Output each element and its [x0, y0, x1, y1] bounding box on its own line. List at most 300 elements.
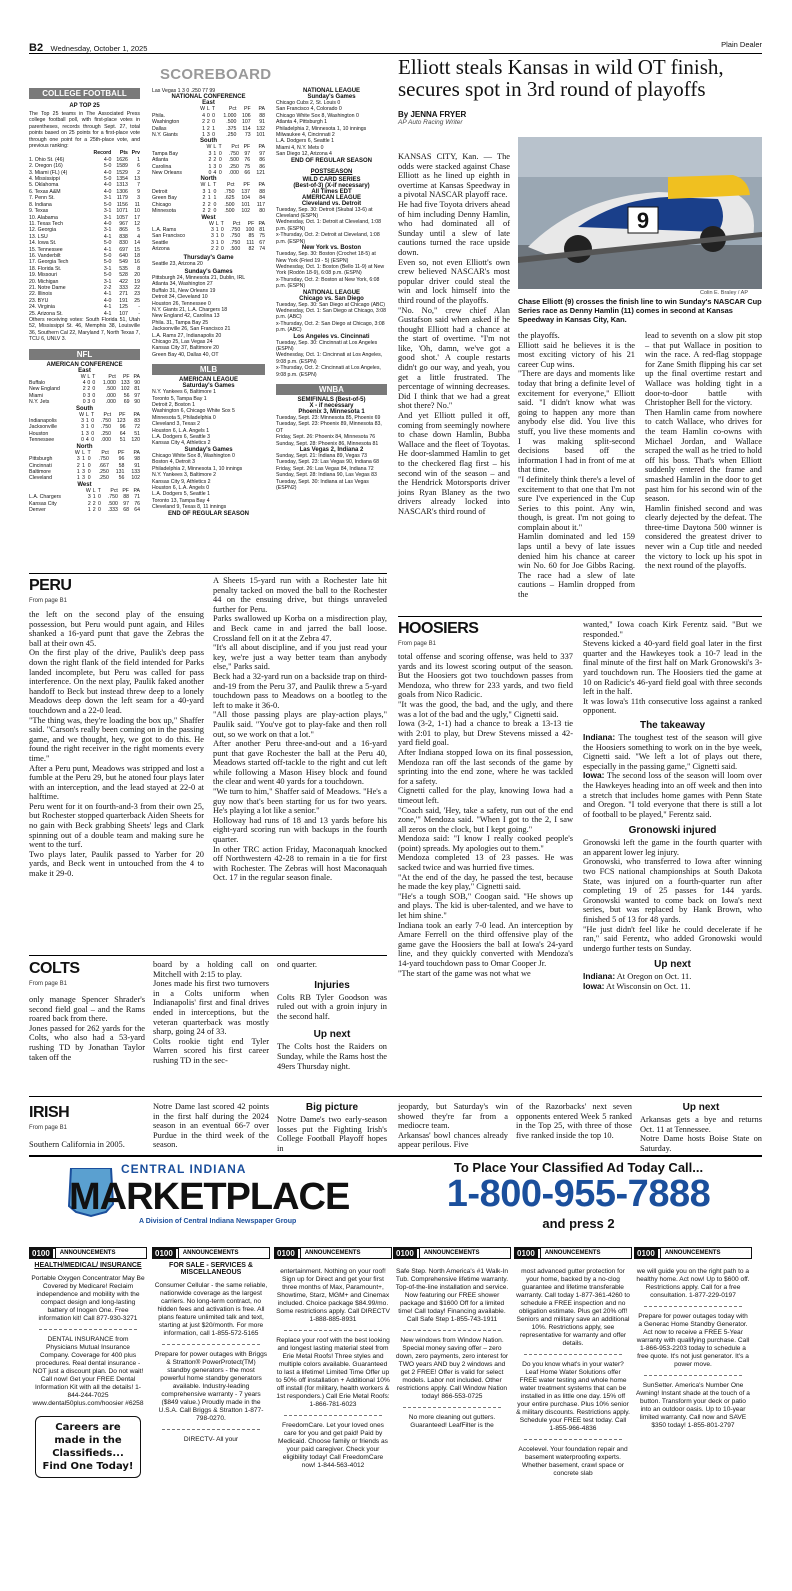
- poll-cell: 11. Texas Tech: [29, 220, 64, 227]
- standings-cell: 81: [134, 386, 140, 393]
- ad-divider: [524, 1354, 622, 1355]
- standings-cell: 0: [213, 188, 217, 195]
- classified-ad: SunSetter. America's Number One Awning! Instant shade at the touch of a button. Transform your deck or patio into an outdoor oasis. Up to 10-year limited warranty. Call now and SAVE $350 today! 1-855-801-2797: [636, 1382, 750, 1429]
- irish-from: From page B1: [29, 1125, 68, 1131]
- standings-table: [29, 412, 140, 444]
- standings-cell: 2: [202, 201, 206, 208]
- irish-upnext-head: Up next: [682, 1102, 720, 1113]
- hoosiers-label: HOOSIERS: [398, 620, 479, 637]
- standings-cell: 90: [134, 399, 140, 406]
- poll-cell: 23. BYU: [29, 297, 49, 304]
- standings-cell: 3: [208, 150, 212, 157]
- section-number: 0100: [514, 1249, 540, 1258]
- result-line: Milwaukee 4, Cincinnati 2: [276, 132, 335, 139]
- standings-cell: 2: [206, 125, 210, 132]
- standings-row: [29, 386, 140, 392]
- bigpic-head: Big picture: [305, 1102, 359, 1113]
- classified-ad: Consumer Cellular - the same reliable, nationwide coverage as the largest carriers. No long-term contract, no hidden fees and activation is free. All plans feature unlimited talk and text, starting at just $20/month. For more information, call 1-855-572-5165: [154, 1282, 268, 1337]
- lead-col-3: lead to seventh on a slow pit stop – that put Wallace in position to win the race. A red-flag stoppage for Zane Smith flipping his car set up the final overtime restart and Wallace was holding tight in a door-to-door battle with Christopher Bell for the victory. Then Hamlin came from nowhere to catch Wallace, who drives for the team Hamlin co-owns with Michael Jordan, and Wallace scraped the wall as he tried to hold off his boss. That's when Elliott suddenly entered the frame and smashed Hamlin in the door to get past him for his second win of the season. Hamlin finished second and was clearly dejected by the defeat. The three-time Daytona 500 winner is considered the greatest driver to never win a Cup title and needed the victory to lock up his spot in the next round of the playoffs.: [645, 331, 762, 571]
- poll-cell: 21. Notre Dame: [29, 284, 66, 291]
- spacer: [634, 1259, 752, 1262]
- poll-cell: 5-0: [103, 240, 112, 247]
- standings-cell: Phila.: [152, 112, 165, 119]
- ad-divider: [403, 1330, 501, 1331]
- result-line: Atlanta 4, Pittsburgh 1: [276, 119, 328, 126]
- standings-col-header: T: [218, 144, 222, 151]
- label-iowa: Iowa:: [583, 981, 605, 991]
- standings-cell: 51: [119, 437, 126, 444]
- upnext-indiana: [583, 972, 762, 982]
- nl-head-2: NATIONAL LEAGUE: [302, 289, 361, 296]
- irish-label: IRISH: [29, 1104, 70, 1121]
- poll-cell: 1071: [116, 208, 128, 215]
- ad-divider: [644, 1306, 742, 1307]
- paper-name: Plain Dealer: [721, 40, 762, 49]
- standings-cell: 0: [82, 399, 86, 406]
- poll-cell: 13. LSU: [29, 233, 48, 240]
- standings-table: [29, 374, 140, 406]
- standings-cell: 68: [123, 506, 129, 513]
- wnba-matchup-2: Las Vegas 2, Indiana 2: [299, 447, 364, 454]
- poll-col-header: Record: [93, 150, 112, 157]
- standings-cell: 111: [246, 239, 255, 246]
- standings-cell: 75: [259, 233, 265, 240]
- standings-cell: New England: [29, 386, 60, 393]
- standings-cell: Tampa Bay: [152, 150, 178, 157]
- result-line: Cleveland 3, Texas 2: [152, 421, 201, 428]
- poll-cell: 3-1: [103, 195, 112, 202]
- standings-cell: Jacksonville: [29, 424, 57, 431]
- standings-cell: 2: [202, 208, 206, 215]
- standings-cell: 2: [82, 386, 86, 393]
- standings-cell: Atlanta: [152, 157, 169, 164]
- standings-cell: .750: [100, 424, 112, 431]
- poll-cell: 5-0: [103, 201, 112, 208]
- standings-cell: 0: [91, 424, 95, 431]
- bigpic-text: Notre Dame's two early-season losses put the Fighting Irish's College Football Playoff hopes in: [277, 1115, 387, 1153]
- result-line: Pittsburgh 24, Minnesota 21, Dublin, IRL: [152, 274, 246, 281]
- nl-league: NATIONAL LEAGUE: [302, 88, 361, 94]
- poll-cell: 14. Iowa St.: [29, 240, 57, 247]
- result-line: Chicago Cubs 2, St. Louis 0: [276, 100, 341, 106]
- standings-cell: Buffalo: [29, 380, 46, 387]
- schedule-line: Wednesday, Oct. 1: Boston (Bello 11-9) at New York (Rodón 18-9), 6:08 p.m. (ESPN): [276, 263, 385, 277]
- poll-cell: 1179: [116, 195, 128, 202]
- poll-cell: 15. Tennessee: [29, 246, 63, 253]
- standings-cell: 56: [118, 475, 125, 482]
- result-line: L.A. Dodgers 6, Seattle 1: [276, 138, 334, 145]
- poll-cell: 20. Michigan: [29, 278, 59, 285]
- poll-cell: 11: [134, 201, 140, 208]
- lead-headline: Elliott steals Kansas in wild OT finish, secures spot in 3rd round of playoffs: [398, 55, 724, 101]
- section-label: ANNOUNCEMENTS: [540, 1247, 632, 1259]
- classified-column: [514, 1247, 632, 1582]
- standings-cell: 0: [87, 462, 91, 469]
- standings-cell: 2: [207, 208, 211, 215]
- division-name: South: [76, 405, 93, 412]
- standings-cell: .750: [224, 188, 235, 195]
- ad-divider: [284, 1415, 382, 1416]
- poll-intro: The Top 25 teams in The Associated Press college football poll, with first-place votes in parentheses, records through Sept. 27, total points based on 25 points for a first-place vote through one point for a 25th-place vote, and previous ranking:: [29, 111, 140, 150]
- standings-cell: 1: [213, 150, 217, 157]
- standings-cell: San Francisco: [152, 233, 186, 240]
- section-number: 0100: [393, 1249, 419, 1258]
- standings-cell: 84: [259, 195, 265, 202]
- nfc-conference: NATIONAL CONFERENCE: [171, 94, 246, 101]
- standings-cell: 3: [82, 468, 85, 475]
- standings-cell: 91: [259, 119, 265, 126]
- injured-text: Gronowski left the game in the fourth quarter with an apparent lower leg injury. Gronowski, who transferred to Iowa after winning two FCS national championships at South Dakota State, was injured on a fourth-quarter run after completing 19 of 25 passes for 144 yards. Gronowski wanted to come back on Iowa's next series, but was replaced by Hank Brown, who finished 5 of 13 for 48 yards. "He just didn't feel like he could decelerate if he ran," said Ferentz, who added Gronowski would undergo further tests on Sunday.: [583, 838, 762, 953]
- standings-cell: 0: [208, 170, 212, 177]
- standings-cell: 1: [85, 418, 89, 425]
- result-line: L.A. Dodgers 5, Seattle 1: [152, 491, 210, 498]
- standings-col-header: L: [87, 373, 91, 380]
- standings-cell: 2: [92, 500, 96, 507]
- matchup-4-schedule: [276, 340, 387, 378]
- result-line: San Diego 12, Arizona 4: [276, 151, 332, 158]
- thursday-line: Seattle 23, Arizona 20: [152, 260, 203, 267]
- standings-cell: 3: [87, 392, 91, 399]
- result-line: New England 42, Carolina 13: [152, 313, 220, 320]
- standings-cell: 0: [87, 468, 91, 475]
- standings-cell: 88: [123, 494, 129, 501]
- standings-cell: 121: [256, 170, 265, 177]
- standings-col-header: PA: [258, 220, 265, 227]
- section-label: ANNOUNCEMENTS: [55, 1247, 147, 1259]
- standings-cell: Arizona: [152, 246, 170, 253]
- standings-cell: Washington: [152, 119, 180, 126]
- poll-cell: 10. Alabama: [29, 214, 58, 221]
- standings-cell: .750: [230, 226, 241, 233]
- poll-cell: 16. Vanderbilt: [29, 252, 61, 259]
- wnba-bar: WNBA: [276, 384, 387, 395]
- standings-cell: 0: [218, 157, 222, 164]
- ad-divider: [403, 1407, 501, 1408]
- poll-cell: 865: [119, 227, 128, 234]
- standings-cell: 0: [218, 170, 222, 177]
- standings-cell: 0: [98, 494, 101, 501]
- standings-cell: Dallas: [152, 125, 167, 132]
- standings-cell: 133: [131, 468, 140, 475]
- standings-cell: Pittsburgh: [29, 456, 53, 463]
- standings-cell: 86: [259, 157, 265, 164]
- poll-cell: 16: [134, 259, 140, 266]
- poll-cell: 20: [134, 272, 140, 279]
- result-line: Tuesday, Sept. 30: Indiana at Las Vegas (ESPN2): [276, 478, 369, 492]
- hoosiers-col-2: [583, 620, 762, 992]
- standings-cell: 0: [212, 132, 215, 139]
- masthead-rule: [29, 53, 762, 54]
- poll-cell: 4-0: [103, 182, 112, 189]
- poll-cell: 3-1: [103, 214, 112, 221]
- standings-col-header: Pct: [110, 487, 118, 494]
- standings-col-header: PA: [133, 487, 140, 494]
- standings-cell: 132: [256, 125, 265, 132]
- standings-row: [29, 507, 140, 513]
- photo-caption: Chase Elliott (9) crosses the finish line to win Sunday's NASCAR Cup Series race as Denny Hamlin (11) comes in second at Kansas Speedway in Kansas City, Kan.: [518, 297, 762, 324]
- nl-sun-head: Sunday's Games: [307, 94, 356, 100]
- standings-col-header: PF: [122, 487, 129, 494]
- issue-date: Wednesday, October 1, 2025: [50, 44, 148, 53]
- peru-label: PERU: [29, 577, 72, 594]
- poll-cell: 2-2: [103, 284, 112, 291]
- mlb-bar: MLB: [152, 364, 265, 375]
- result-line: Phila. 31, Tampa Bay 25: [152, 319, 209, 326]
- poll-cell: 4-0: [103, 156, 112, 163]
- poll-cell: 333: [119, 284, 128, 291]
- standings-cell: Green Bay: [152, 195, 177, 202]
- poll-cell: 8: [137, 265, 140, 272]
- standings-cell: 3: [211, 233, 214, 240]
- scoreboard-title: SCOREBOARD: [160, 66, 272, 83]
- standings-cell: 0: [87, 380, 91, 387]
- al-head: AMERICAN LEAGUE: [301, 194, 361, 201]
- standings-cell: 2: [211, 246, 214, 253]
- classified-ad: New windows from Window Nation. Special money saving offer – zero down, zero payments, zero interest for TWO years AND buy 2 windows and get 2 FREE! Offer is valid for select models. Labor not included. Other restrictions apply. Call Window Nation today! 866-553-0725: [395, 1337, 509, 1400]
- standings-cell: 0: [212, 112, 215, 119]
- result-line: Sunday, Sept. 28: Indiana 90, Las Vegas 83: [276, 472, 377, 479]
- text-iowa: The second loss of the season will loom over the Hawkeyes heading into an off week and then into a stretch that includes home games with Penn State and Oregon. "I told everyone that there is still a lot of football to be played," Ferentz said.: [583, 771, 762, 819]
- standings-cell: 3: [81, 424, 84, 431]
- poll-cell: 4-1: [103, 291, 112, 298]
- standings-cell: 2: [207, 201, 211, 208]
- result-line: Tuesday, Sept. 23: Minnesota 85, Phoenix 69: [276, 415, 381, 421]
- colts-col-2: board by a holding call on Mitchell with 2:15 to play. Jones made his first two turnovers in a Colts uniform when Indianapolis' first and final drives ended in interceptions, but the veteran quarterback was mostly sharp, going 24 of 33. Colts rookie tight end Tyler Warren scored his first career rushing TD in the sec-: [153, 960, 269, 1065]
- text-iowa: At Wisconsin on Oct. 11.: [604, 982, 691, 991]
- division-name: South: [200, 138, 217, 145]
- standings-cell: 2: [202, 195, 206, 202]
- standings-col-header: PA: [258, 106, 265, 113]
- standings-cell: 1: [92, 494, 96, 501]
- classified-ad: Prepare for power outages today with a Generac Home Standby Generator. Act now to receive a FREE 5-Year warranty with qualifying purchase. Call 1-866-953-2203 today to schedule a free quote. It's not just generator. It's a power move.: [636, 1313, 750, 1368]
- standings-row: [152, 208, 265, 214]
- afc-standings: [29, 368, 140, 514]
- standings-cell: 4: [202, 112, 205, 119]
- al-end: END OF REGULAR SEASON: [167, 510, 249, 517]
- spacer: [393, 1259, 511, 1262]
- text-indiana: The toughest test of the season will give the Hoosiers something to work on in the bye week, Cignetti said. "We left a lot of plays out there, especially in the passing game," Cignetti said.: [583, 732, 762, 771]
- standings-cell: .375: [226, 125, 237, 132]
- poll-cell: 3. Miami (FL) (4): [29, 169, 68, 176]
- standings-cell: 97: [123, 500, 129, 507]
- standings-row: [152, 246, 265, 252]
- standings-col-header: T: [92, 373, 96, 380]
- standings-cell: 3: [82, 475, 85, 482]
- poll-cell: 838: [119, 233, 128, 240]
- classified-ad: Replace your roof with the best looking and longest lasting material steel from Erie Metal Roofs! Three styles and multiple colors available. Guaranteed to last a lifetime! Limited Time Offer up to 50% off installation + Additional 10% off install (for military, health workers & 1st responders.) Call Erie Metal Roofs: 1-866-781-6023: [276, 1337, 390, 1408]
- standings-cell: Seattle: [152, 239, 169, 246]
- standings-cell: 80: [259, 208, 265, 215]
- result-line: Detroit 2, Boston 1: [152, 402, 195, 409]
- standings-cell: Chicago: [152, 201, 172, 208]
- standings-cell: 3: [206, 132, 210, 139]
- label-iowa: Iowa:: [583, 770, 605, 781]
- poll-cell: 18: [134, 252, 140, 259]
- ad-divider: [524, 1439, 622, 1440]
- standings-col-header: W: [74, 449, 80, 456]
- division-name: East: [202, 100, 215, 107]
- standings-cell: .250: [228, 163, 239, 170]
- poll-cell: 17. Georgia Tech: [29, 259, 69, 266]
- spacer: [274, 1259, 392, 1262]
- standings-cell: 102: [120, 386, 130, 393]
- standings-cell: 0: [81, 437, 84, 444]
- poll-others: Others receiving votes: South Florida 51, Utah 52, Mississippi St. 46, Memphis 38, Louisville 36, Southern Cal 22, Maryland 7, North Texas 7, TCU 6, UNLV 3.: [29, 317, 140, 343]
- poll-cell: 18. Florida St.: [29, 265, 62, 272]
- classified-category: HEALTH/MEDICAL/ INSURANCE: [34, 1262, 142, 1269]
- standings-cell: 76: [244, 157, 251, 164]
- standings-col-header: L: [92, 487, 96, 494]
- standings-col-header: W: [209, 220, 214, 227]
- standings-cell: 4: [82, 380, 86, 387]
- brand-name: MARKETPLACE: [69, 1176, 350, 1218]
- result-line: Chicago White Sox 8, Washington 0: [152, 452, 235, 459]
- peru-from: From page B1: [29, 598, 68, 604]
- colts-upnext-head: Up next: [313, 1029, 351, 1041]
- standings-col-header: W: [80, 373, 86, 380]
- poll-cell: 1: [137, 156, 140, 163]
- standings-cell: .000: [228, 170, 239, 177]
- standings-cell: .750: [230, 233, 241, 240]
- classified-ad: Portable Oxygen Concentrator May Be Covered by Medicare! Reclaim independence and mobility with the compact design and long-lasting battery of Inogen One. Free information kit! Call 877-930-3271: [31, 1275, 145, 1322]
- irish-col-4: jeopardy, but Saturday's win showed they're far from a mediocre team. Arkansas' bowl chances already appear perilous. Five: [398, 1102, 508, 1150]
- poll-cell: 422: [119, 278, 128, 285]
- poll-col-header: Prv: [131, 150, 140, 157]
- standings-cell: 96: [119, 424, 126, 431]
- standings-cell: .500: [107, 500, 118, 507]
- standings-cell: 56: [123, 392, 130, 399]
- standings-cell: 0: [218, 163, 222, 170]
- standings-cell: 64: [119, 430, 126, 437]
- ad-divider: [162, 1344, 260, 1345]
- marketplace-logo: [29, 1160, 375, 1232]
- poll-cell: 5-0: [103, 252, 112, 259]
- al-sat-results: [152, 389, 265, 447]
- standings-cell: 0: [92, 380, 96, 387]
- poll-cell: 4-0: [103, 169, 112, 176]
- section-header: [634, 1247, 752, 1259]
- poll-title: AP TOP 25: [69, 103, 100, 109]
- section-header: [152, 1247, 270, 1259]
- standings-row: [29, 463, 140, 469]
- ad-divider: [284, 1330, 382, 1331]
- standings-cell: 100: [245, 226, 255, 233]
- classified-ad: DENTAL INSURANCE from Physicians Mutual Insurance Company. Coverage for 400 plus procedures. Real dental insurance - NOT just a discount plan. Do not wait! Call now! Get your FREE Dental Information Kit with all the details! 1-844-244-7025 www.dental50plus.com/hoosier #6258: [32, 1336, 144, 1407]
- poll-cell: 24. Virginia: [29, 304, 55, 311]
- standings-cell: Baltimore: [29, 468, 51, 475]
- result-line: Buffalo 31, New Orleans 19: [152, 287, 216, 294]
- schedule-line: Tuesday, Sep. 30: San Diego at Chicago (ABC): [276, 301, 385, 308]
- standings-cell: 114: [242, 125, 251, 132]
- standings-cell: Carolina: [152, 163, 172, 170]
- poll-cell: 697: [119, 246, 128, 253]
- poll-cell: 23: [134, 291, 140, 298]
- nl-end: END OF REGULAR SEASON: [290, 157, 372, 164]
- poll-cell: 5-0: [103, 272, 112, 279]
- standings-cell: 1: [213, 195, 217, 202]
- standings-cell: .625: [224, 195, 235, 202]
- standings-cell: 0: [91, 437, 95, 444]
- result-line: San Francisco 4, Colorado 0: [276, 106, 342, 113]
- standings-cell: .000: [105, 399, 116, 406]
- phone-number[interactable]: 1-800-955-7888: [446, 1173, 711, 1215]
- colts-col-1: only manage Spencer Shrader's second field goal – and the Rams roared back from there. Jones passed for 262 yards for the Colts, who also had a 53-yard rushing TD by Jonathan Taylor taken off the: [29, 995, 145, 1062]
- result-line: Miami 4, N.Y. Mets 0: [276, 144, 324, 151]
- irish-upnext-text: Arkansas gets a bye and returns Oct. 11 at Tennessee. Notre Dame hosts Boise State on Saturday.: [640, 1115, 762, 1153]
- poll-cell: 6. Texas A&M: [29, 188, 61, 195]
- standings-cell: Minnesota: [152, 208, 176, 215]
- standings-col-header: Pct: [108, 373, 116, 380]
- peru-col-1: the left on the second play of the ensuing possession, but Peru would punt again, and Hiles shanked a 16-yard punt that gave the Zebras the ball at their own 45. On the first play of the drive, Paulik's deep pass down the right flank of the field intended for Parks landed incomplete, but Peru was called for pass interference. On the next play, Paulik faked another handoff to Beck but instead threw deep to a lonely Meadows deep down the left seam for a 40-yard touchdown and a 22-0 lead. "The thing was, they're loading the box up," Shaffer said. "Carson's really been coming on in the passing game, and we thought, hey, we got to do this. He found the right receiver in the right moments every time." After a Peru punt, Meadows was stripped and lost a fumble at the Peru 29, but he atoned four plays later with an interception, and the lead stayed at 22-0 at halftime. Peru went for it on fourth-and-3 from their own 25, but Rochester stopped quarterback Aiden Sheets for no gain with Beck grabbing Sheets' legs and Clark spinning out of a double team and making sure he went to the turf. Two plays later, Paulik passed to Yarber for 20 yards, and Beck went in untouched from the 4 to make it 29-0.: [29, 610, 204, 879]
- standings-cell: Indianapolis: [29, 418, 57, 425]
- poll-table: [29, 150, 140, 317]
- classified-ad: Safe Step. North America's #1 Walk-In Tub. Comprehensive lifetime warranty. Top-of-the-line installation and service. Now featuring our FREE shower package and $1600 Off for a limited time! Call today! Financing available. Call Safe Step 1-855-743-1911: [395, 1268, 509, 1323]
- upnext-head: Up next: [654, 959, 691, 971]
- schedule-line: Tuesday, Sep. 30: Detroit (Skubal 13-6) at Cleveland (ESPN): [276, 206, 373, 220]
- lead-col-1: KANSAS CITY, Kan. — The odds were stacked against Chase Elliott as he lined up eighth in overtime at Kansas Speedway in a pivotal NASCAR playoff race. He had five Toyota drivers ahead of him including Denny Hamlin, who had dominated all of Sunday until a slew of late cautions turned the race upside down. Even so, not even Elliott's own crew believed NASCAR's most popular driver could steal the win and lock himself into the third round of the playoffs. "No. No," crew chief Alan Gustafson said when asked if he thought Elliott had a chance at the start of overtime. "I'm not like, 'Oh, damn, we've got a good shot.' A couple restarts didn't go our way, and yeah, you get a little frustrated. The percentage of winning decreases. Did I think that we had a great shot there? No." And yet Elliott pulled it off, coming from seemingly nowhere to chase down Hamlin, Bubba Wallace and the fleet of Toyotas. He door-slammed Hamlin to get to the checkered flag first – his second win of the season – and the Hendrick Motorsports driver joins Ryan Blaney as the two drivers already locked into NASCAR's third round of: [398, 152, 510, 516]
- standings-cell: 97: [259, 150, 265, 157]
- result-line: Houston 6, L.A. Angels 0: [152, 484, 210, 491]
- standings-cell: 131: [115, 468, 125, 475]
- poll-cell: 12. Georgia: [29, 227, 57, 234]
- wnba-matchup-1-results: [276, 415, 387, 447]
- result-line: Kansas City 4, Athletics 2: [152, 440, 211, 447]
- standings-cell: 1: [76, 475, 80, 482]
- nl-results: [276, 100, 387, 158]
- poll-cell: 1. Ohio St. (46): [29, 156, 65, 163]
- standings-cell: .250: [98, 468, 109, 475]
- result-line: Philadelphia 2, Minnesota 1, 10 innings: [152, 465, 243, 472]
- standings-cell: 67: [259, 239, 265, 246]
- standings-cell: .000: [100, 437, 112, 444]
- result-line: Friday, Sept. 26: Las Vegas 84, Indiana 72: [276, 465, 374, 472]
- irish-col-5: of the Razorbacks' next seven opponents entered Week 5 ranked in the Top 25, with three of those five ranked inside the top 10.: [516, 1102, 632, 1140]
- standings-cell: 1: [81, 430, 84, 437]
- standings-cell: 91: [134, 462, 140, 469]
- division-name: East: [78, 367, 91, 374]
- poll-cell: 5-0: [103, 163, 112, 170]
- schedule-line: x-Thursday, Oct. 2: Cincinnati at Los Angeles, 9:08 p.m. (ESPN): [276, 365, 381, 378]
- standings-cell: L.A. Rams: [152, 226, 177, 233]
- poll-cell: 2: [137, 169, 140, 176]
- colts-col-3: [277, 960, 387, 1071]
- standings-cell: 1: [85, 424, 89, 431]
- standings-cell: .750: [230, 239, 241, 246]
- standings-cell: 2: [87, 500, 91, 507]
- standings-col-header: PA: [258, 182, 265, 189]
- standings-col-header: PF: [243, 144, 251, 151]
- standings-cell: Miami: [29, 392, 43, 399]
- standings-cell: 2: [76, 462, 80, 469]
- lead-story: [398, 56, 762, 126]
- result-line: Minnesota 5, Philadelphia 0: [152, 414, 216, 421]
- standings-col-header: T: [220, 220, 224, 227]
- poll-cell: 535: [119, 265, 128, 272]
- poll-cell: 1529: [116, 169, 128, 176]
- poll-cell: 25: [134, 297, 140, 304]
- standings-cell: .250: [98, 475, 109, 482]
- classified-column: [29, 1247, 147, 1582]
- standings-cell: 3: [211, 239, 214, 246]
- standings-cell: 4: [85, 437, 89, 444]
- standings-col-header: W: [206, 144, 212, 151]
- injuries-head: Injuries: [314, 979, 350, 991]
- standings-cell: 2: [202, 119, 205, 126]
- standings-cell: 0: [91, 430, 95, 437]
- standings-col-header: PF: [122, 373, 130, 380]
- standings-cell: 0: [87, 456, 91, 463]
- irish-col-2: Notre Dame last scored 42 points in the first half during the 2024 season in an eventual 66-7 over Purdue in the third week of the season.: [153, 1102, 269, 1150]
